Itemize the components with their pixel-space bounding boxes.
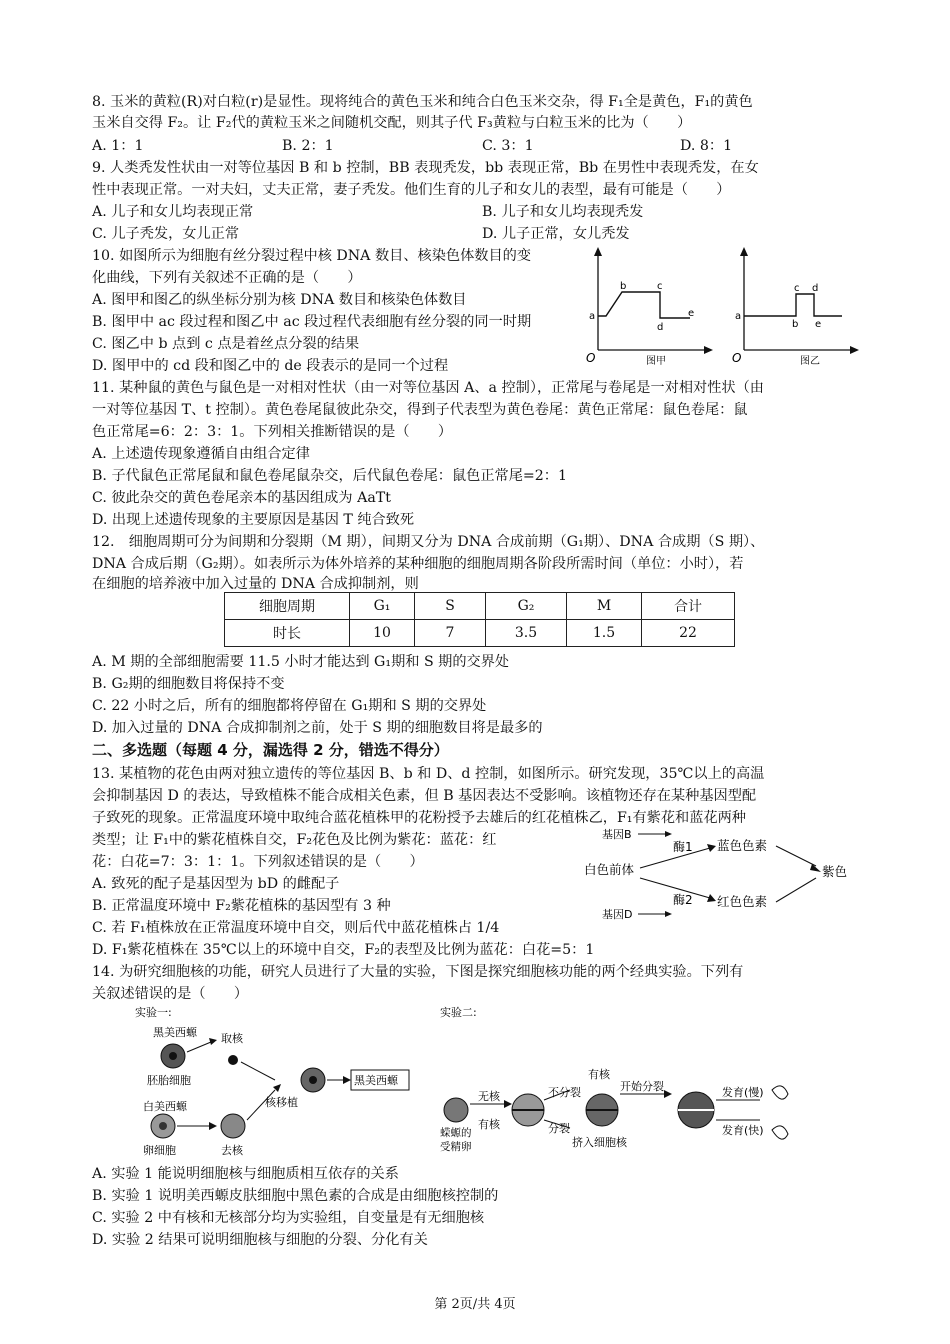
exp1-arrowhead	[343, 1076, 351, 1084]
q11-stem-line-1: 11. 某种鼠的黄色与鼠色是一对相对性状（由一对等位基因 A、a 控制），正常尾与卷尾是一对相对性状（由	[92, 380, 764, 396]
exp1-title: 实验一:	[135, 1006, 172, 1019]
q8-option-a: A. 1：1	[92, 138, 144, 154]
exp1-take-nucleus-label: 取核	[221, 1032, 243, 1045]
table-cell: 1.5	[567, 620, 642, 647]
larva-fast-icon	[772, 1126, 788, 1139]
exp2-fast-label: 发育(快)	[722, 1124, 764, 1137]
graph-jia-point-a: a	[589, 311, 596, 322]
q8-stem-line-2: 玉米自交得 F₂。让 F₂代的黄粒玉米之间随机交配，则其子代 F₃黄粒与白粒玉米的比为（ ）	[92, 115, 692, 131]
graph-yi-point-d: d	[812, 283, 819, 294]
q9-option-a: A. 儿子和女儿均表现正常	[92, 204, 254, 220]
exp1-embryo-label: 胚胎细胞	[147, 1074, 191, 1087]
q10-stem-line-1: 10. 如图所示为细胞有丝分裂过程中核 DNA 数目、核染色体数目的变	[92, 248, 532, 264]
table-row	[225, 620, 735, 647]
graph-yi	[730, 244, 860, 368]
table-header-cell: G₂	[486, 593, 567, 620]
q12-option-a: A. M 期的全部细胞需要 11.5 小时才能达到 G₁期和 S 期的交界处	[92, 654, 510, 670]
exp2-no-division-label: 不分裂	[548, 1086, 581, 1099]
page-footer: 第 2页/共 4页	[434, 1297, 516, 1312]
q12-option-d: D. 加入过量的 DNA 合成抑制剂之前，处于 S 期的细胞数目将是最多的	[92, 720, 543, 736]
graph-jia-caption: 图甲	[646, 356, 666, 367]
purple-label: 紫色	[822, 864, 848, 879]
exp1-arrowhead	[209, 1122, 217, 1130]
exp2-has-nucleus-label: 有核	[478, 1118, 500, 1131]
table-cell: 22	[642, 620, 735, 647]
q12-stem-line-1: 12. 细胞周期可分为间期和分裂期（M 期），间期又分为 DNA 合成前期（G₁期）、DNA 合成期（S 期）、	[92, 534, 765, 550]
zygote	[444, 1098, 468, 1122]
graph-yi-curve	[744, 294, 842, 316]
q14-stem-line-1: 14. 为研究细胞核的功能，研究人员进行了大量的实验，下图是探究细胞核功能的两个经典实验。下列有	[92, 964, 744, 980]
gene-b-label: 基因B	[602, 828, 632, 841]
q14-option-b: B. 实验 1 说明美西螈皮肤细胞中黑色素的合成是由细胞核控制的	[92, 1188, 499, 1204]
q10-option-c: C. 图乙中 b 点到 c 点是着丝点分裂的结果	[92, 336, 360, 352]
table-cell: 10	[350, 620, 415, 647]
graph-yi-point-e: e	[815, 319, 822, 330]
cell-cycle-table	[224, 592, 735, 647]
graph-jia-point-e: e	[688, 308, 695, 319]
exp1-transplant-label: 核移植	[265, 1096, 298, 1109]
graph-jia-curve	[598, 292, 690, 318]
q9-option-d: D. 儿子正常，女儿秃发	[482, 226, 630, 242]
q13-stem-line-3: 子致死的现象。正常温度环境中取纯合蓝花植株甲的花粉授予去雄后的红花植株乙，F₁有紫花和蓝花两种	[92, 810, 746, 826]
blue-pigment-label: 蓝色色素	[717, 838, 768, 853]
graph-yi-x-arrow	[850, 346, 859, 354]
q13-stem-line-4: 类型；让 F₁中的紫花植株自交，F₂花色及比例为紫花：蓝花：红	[92, 832, 497, 848]
experiment-2-diagram	[430, 1004, 810, 1164]
q10-stem-line-2: 化曲线，下列有关叙述不正确的是（ ）	[92, 270, 362, 286]
table-header-cell: S	[415, 593, 486, 620]
exp2-zygote-label-2: 受精卵	[440, 1141, 472, 1153]
table-header-cell: G₁	[350, 593, 415, 620]
q9-stem-line-1: 9. 人类秃发性状由一对等位基因 B 和 b 控制，BB 表现秃发，bb 表现正常，Bb 在男性中表现秃发，在女	[92, 160, 759, 176]
exp1-arrow	[187, 1042, 211, 1052]
table-header-cell: M	[567, 593, 642, 620]
q10-option-d: D. 图甲中的 cd 段和图乙中的 de 段表示的是同一个过程	[92, 358, 449, 374]
q11-option-c: C. 彼此杂交的黄色卷尾亲本的基因组成为 AaTt	[92, 490, 391, 506]
q9-option-c: C. 儿子秃发，女儿正常	[92, 226, 240, 242]
experiment-1-diagram	[135, 1004, 420, 1164]
transplant-nucleus	[309, 1076, 317, 1084]
q13-stem-line-1: 13. 某植物的花色由两对独立遗传的等位基因 B、b 和 D、d 控制，如图所示。研究发现，35℃以上的高温	[92, 766, 765, 782]
q12-option-c: C. 22 小时之后，所有的细胞都将停留在 G₁期和 S 期的交界处	[92, 698, 487, 714]
graph-yi-point-a: a	[735, 311, 742, 322]
enzyme1-label: 酶1	[673, 840, 693, 854]
gene-d-arrowhead	[665, 911, 672, 917]
graph-jia-x-arrow	[704, 346, 713, 354]
graph-yi-point-c: c	[794, 283, 800, 294]
q14-stem-line-2: 关叙述错误的是（ ）	[92, 986, 249, 1002]
graph-yi-origin: O	[732, 351, 742, 365]
exp1-result-label: 黑美西螈	[354, 1074, 398, 1087]
precursor-label: 白色前体	[584, 862, 635, 877]
exp1-arrow	[241, 1062, 275, 1080]
q13-stem-line-2: 会抑制基因 D 的表达，导致植株不能合成相关色素，但 B 基因表达不受影响。该植物还存在某种基因型配	[92, 788, 757, 804]
q13-option-d: D. F₁紫花植株在 35℃以上的环境中自交，F₂的表型及比例为蓝花：白花=5：1	[92, 942, 595, 958]
q9-option-b: B. 儿子和女儿均表现秃发	[482, 204, 644, 220]
extracted-nucleus	[228, 1055, 238, 1065]
table-header-row	[225, 593, 735, 620]
graph-yi-caption: 图乙	[800, 356, 820, 367]
embryo-nucleus	[169, 1052, 177, 1060]
q13-option-b: B. 正常温度环境中 F₂紫花植株的基因型有 3 种	[92, 898, 391, 914]
exp1-remove-nucleus-label: 去核	[221, 1144, 243, 1157]
q11-option-b: B. 子代鼠色正常尾鼠和鼠色卷尾鼠杂交，后代鼠色卷尾：鼠色正常尾=2：1	[92, 468, 568, 484]
q9-stem-line-2: 性中表现正常。一对夫妇，丈夫正常，妻子秃发。他们生育的儿子和女儿的表型，最有可能是（ ）	[92, 182, 731, 198]
q11-stem-line-3: 色正常尾=6：2：3：1。下列相关推断错误的是（ ）	[92, 424, 453, 440]
q12-option-b: B. G₂期的细胞数目将保持不变	[92, 676, 285, 692]
exp2-division-label: 分裂	[548, 1122, 570, 1135]
graph-yi-point-b: b	[792, 319, 799, 330]
q12-stem-line-2: DNA 合成后期（G₂期）。如表所示为体外培养的某种细胞的细胞周期各阶段所需时间（单位：小时），若	[92, 556, 744, 572]
q13-option-a: A. 致死的配子是基因型为 bD 的雌配子	[92, 876, 340, 892]
q8-option-b: B. 2：1	[282, 138, 334, 154]
path-arrow-lower-2	[776, 878, 816, 902]
q11-option-a: A. 上述遗传现象遵循自由组合定律	[92, 446, 310, 462]
gene-d-label: 基因D	[602, 908, 633, 921]
q8-option-d: D. 8：1	[680, 138, 733, 154]
exp2-no-nucleus-label: 无核	[478, 1090, 500, 1103]
q8-stem-line-1: 8. 玉米的黄粒(R)对白粒(r)是显性。现将纯合的黄色玉米和纯合白色玉米交杂，得 F₁全是黄色，F₁的黄色	[92, 94, 753, 110]
q10-option-b: B. 图甲中 ac 段过程和图乙中 ac 段过程代表细胞有丝分裂的同一时期	[92, 314, 532, 330]
path-arrow-upper-2	[776, 846, 816, 866]
pigment-pathway-diagram	[580, 826, 860, 926]
exp1-arrowhead	[209, 1038, 217, 1045]
q14-option-c: C. 实验 2 中有核和无核部分均为实验组，自变量是有无细胞核	[92, 1210, 485, 1226]
exp2-title: 实验二:	[440, 1006, 477, 1019]
graph-jia-point-c: c	[657, 281, 663, 292]
egg-nucleus	[159, 1122, 167, 1130]
red-pigment-label: 红色色素	[717, 894, 768, 909]
q11-option-d: D. 出现上述遗传现象的主要原因是基因 T 纯合致死	[92, 512, 415, 528]
q13-stem-line-5: 花：白花=7：3：1：1。下列叙述错误的是（ ）	[92, 854, 424, 870]
larva-slow-icon	[772, 1086, 788, 1099]
enzyme2-label: 酶2	[673, 893, 693, 907]
graph-jia	[584, 244, 714, 368]
table-header-cell: 合计	[642, 593, 735, 620]
exp2-arrowhead	[504, 1100, 512, 1108]
exp2-start-division-label: 开始分裂	[620, 1080, 664, 1093]
q10-option-a: A. 图甲和图乙的纵坐标分别为核 DNA 数目和核染色体数目	[92, 292, 467, 308]
graph-jia-y-arrow	[594, 247, 602, 256]
graph-jia-point-d: d	[657, 322, 664, 333]
q13-option-c: C. 若 F₁植株放在正常温度环境中自交，则后代中蓝花植株占 1/4	[92, 920, 500, 936]
exp1-white-label: 白美西螈	[143, 1100, 187, 1113]
exp2-has-nucleus-top-label: 有核	[588, 1068, 610, 1081]
exp1-egg-label: 卵细胞	[143, 1144, 176, 1157]
exp1-black-label: 黑美西螈	[153, 1026, 197, 1039]
gene-b-arrowhead	[665, 831, 672, 837]
table-header-cell: 细胞周期	[225, 593, 350, 620]
graph-jia-point-b: b	[620, 281, 627, 292]
graph-yi-y-arrow	[740, 247, 748, 256]
exp2-slow-label: 发育(慢)	[722, 1086, 764, 1099]
section-title: 二、多选题（每题 4 分，漏选得 2 分，错选不得分）	[92, 741, 449, 759]
q12-stem-line-3: 在细胞的培养液中加入过量的 DNA 合成抑制剂，则	[92, 576, 419, 592]
exp2-squeeze-label: 挤入细胞核	[572, 1136, 627, 1149]
q11-stem-line-2: 一对等位基因 T、t 控制）。黄色卷尾鼠彼此杂交，得到子代表型为黄色卷尾：黄色正常尾：鼠色卷尾：鼠	[92, 402, 748, 418]
q14-option-a: A. 实验 1 能说明细胞核与细胞质相互依存的关系	[92, 1166, 399, 1182]
table-cell: 3.5	[486, 620, 567, 647]
table-cell: 时长	[225, 620, 350, 647]
enucleated-egg	[221, 1114, 245, 1138]
graph-jia-origin: O	[586, 351, 596, 365]
table-cell: 7	[415, 620, 486, 647]
exp2-zygote-label-1: 蝾螈的	[440, 1127, 472, 1139]
exp2-arrowhead	[664, 1090, 672, 1098]
q8-option-c: C. 3：1	[482, 138, 534, 154]
q14-option-d: D. 实验 2 结果可说明细胞核与细胞的分裂、分化有关	[92, 1232, 428, 1248]
